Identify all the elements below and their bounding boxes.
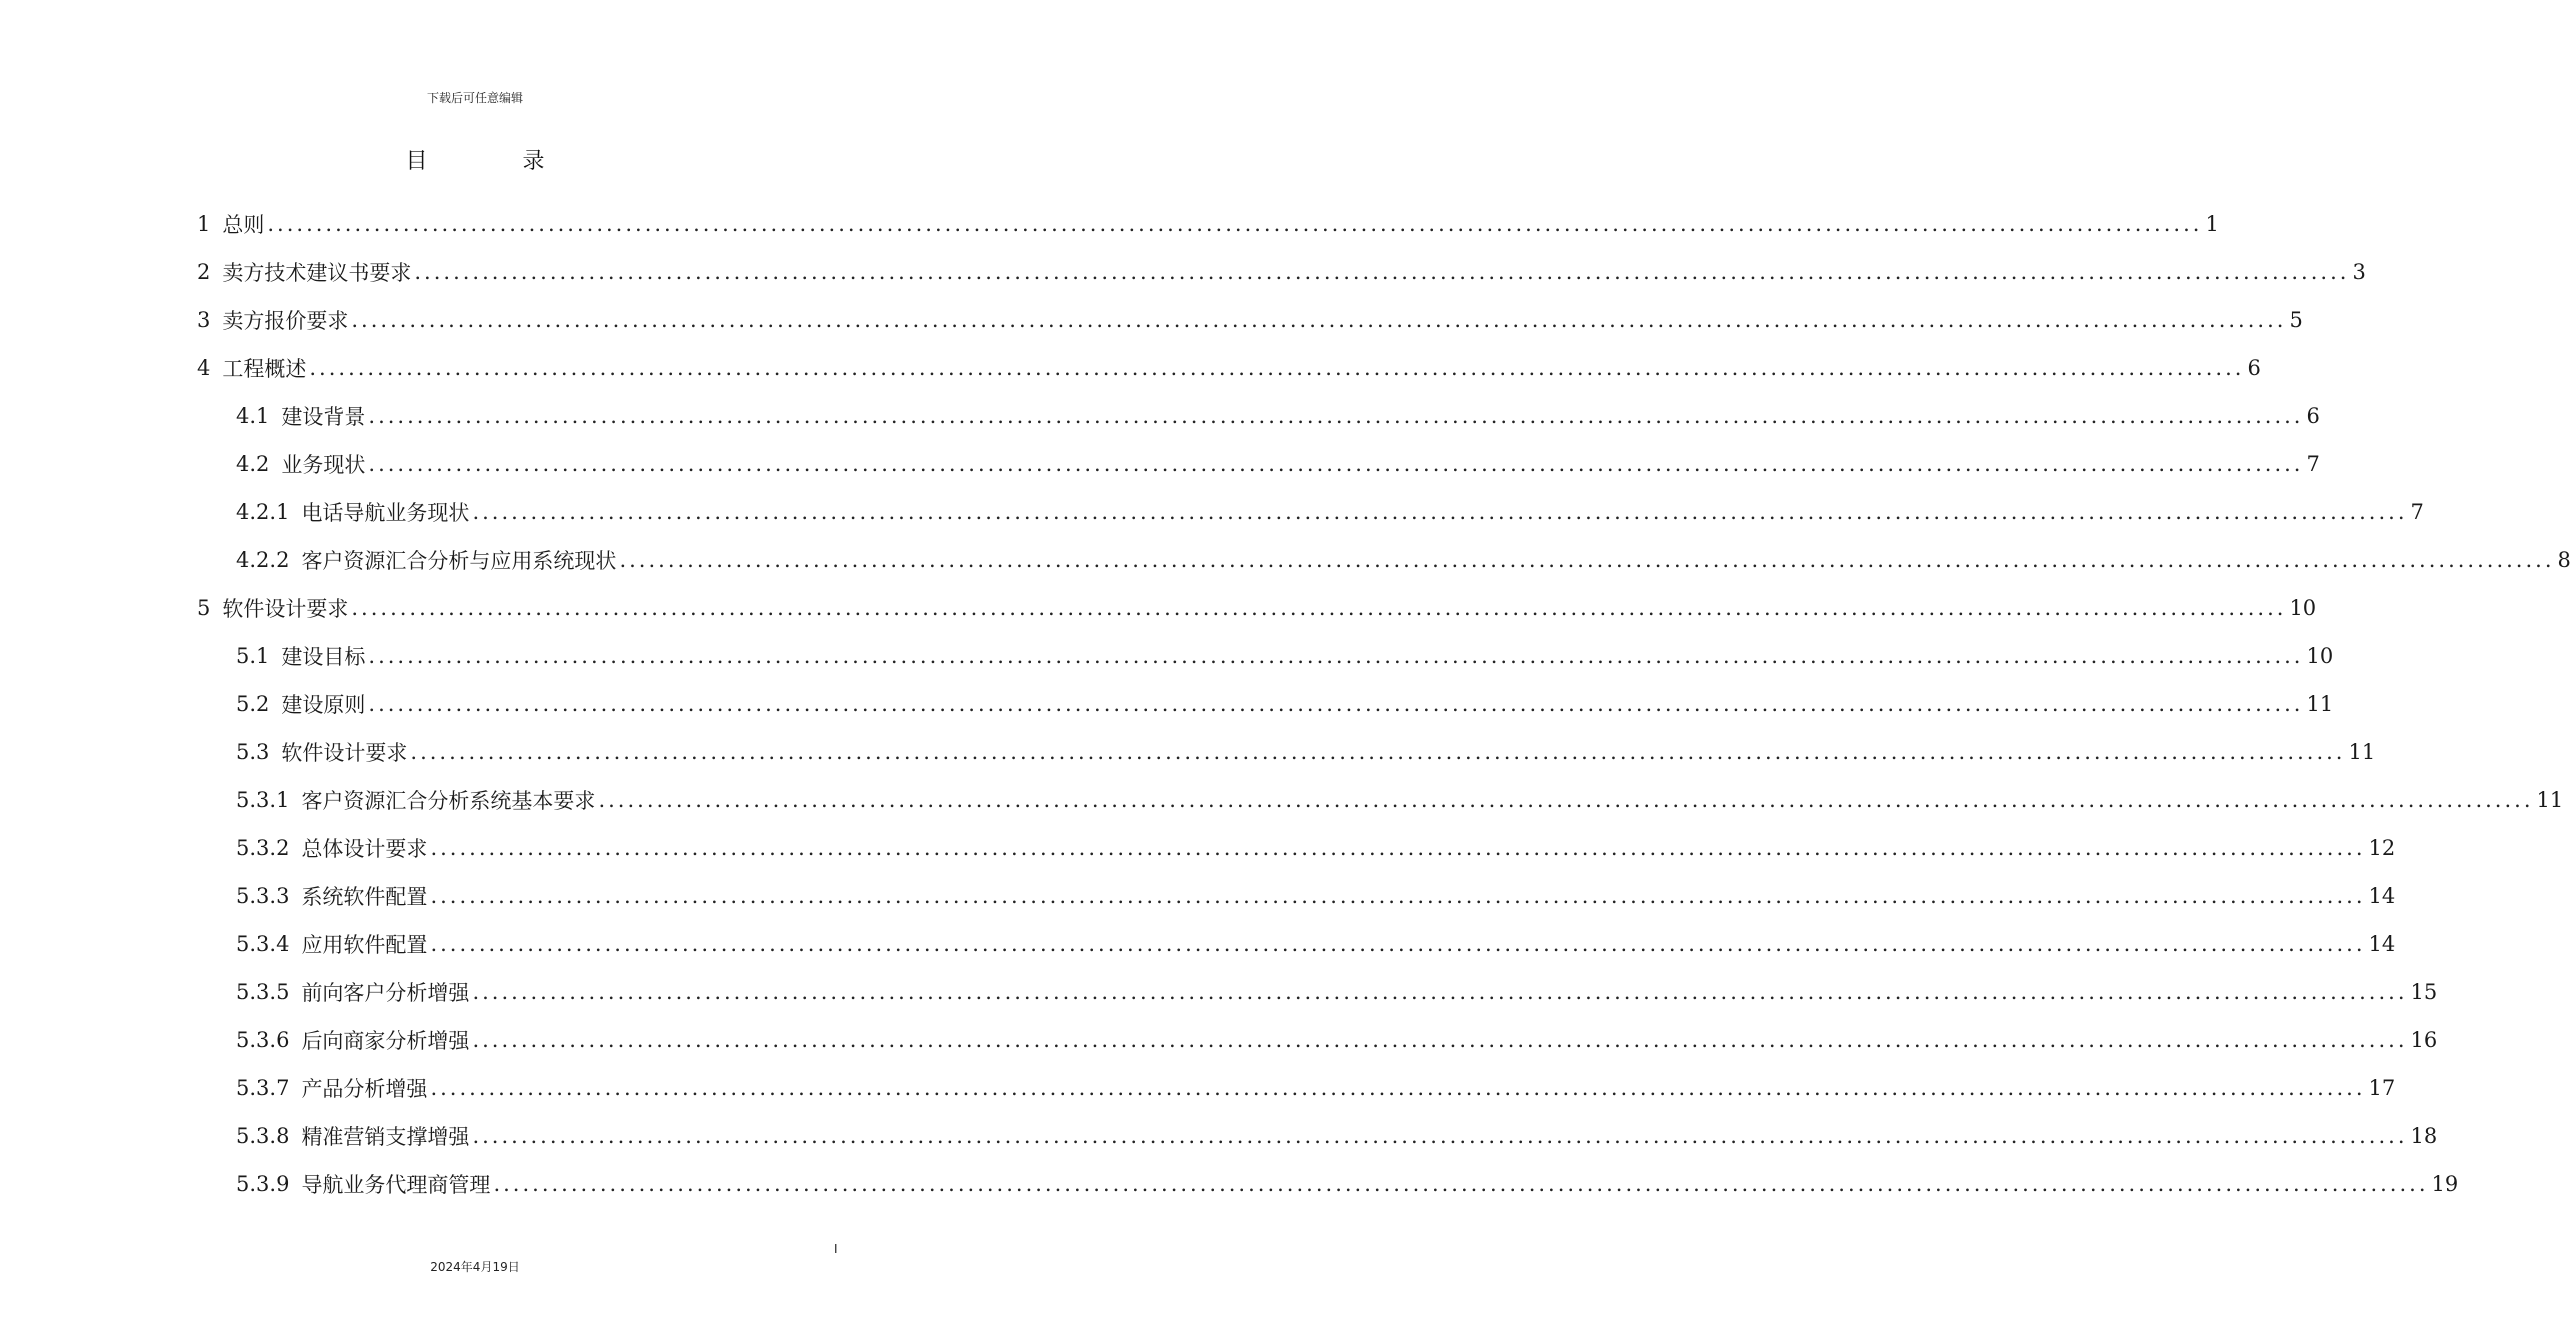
toc-entry-label: 工程概述 [222,357,307,381]
toc-entry-label: 总体设计要求 [301,837,428,861]
toc-leader-dots: ........................................................................................................................................................................................................ [368,404,2304,428]
toc-entry-page: 8 [2557,548,2571,572]
toc-entry-number: 5.3.4 [236,932,290,956]
toc-entry[interactable] [236,824,2396,872]
toc-entry-page: 11 [2306,692,2334,716]
page-marker: I [834,1242,838,1256]
toc-entry-label: 卖方技术建议书要求 [222,261,412,285]
toc-entry-label: 后向商家分析增强 [301,1029,470,1053]
toc-entry-number: 5.3.2 [236,836,290,860]
toc-leader-dots: ........................................................................................................................................................................................................ [309,356,2245,380]
toc-entry-page: 14 [2368,884,2396,908]
toc-entry-number: 4 [197,356,211,380]
toc-leader-dots: ........................................................................................................................................................................................................ [430,884,2366,908]
toc-entry-label: 软件设计要求 [222,597,349,621]
toc-entry-label: 建设目标 [281,645,366,669]
toc-entry-number: 5.3.9 [236,1172,290,1196]
toc-entry-number: 4.2 [236,452,270,476]
toc-entry-number: 1 [197,212,211,236]
toc-entry-page: 3 [2352,260,2366,284]
toc-entry[interactable] [197,200,2219,248]
toc-entry-number: 2 [197,260,211,284]
toc-entry-label: 前向客户分析增强 [301,981,470,1005]
toc-leader-dots: ........................................................................................................................................................................................................ [472,1028,2408,1052]
toc-entry-label: 系统软件配置 [301,885,428,909]
toc-leader-dots: ........................................................................................................................................................................................................ [368,452,2304,476]
toc-entry-page: 7 [2410,500,2424,524]
toc-entry-number: 5.3.6 [236,1028,290,1052]
toc-entry[interactable] [236,536,2571,584]
toc-entry-label: 总则 [222,213,265,237]
toc-entry-page: 11 [2348,740,2376,764]
toc-entry-label: 电话导航业务现状 [301,501,470,525]
toc-entry-page: 16 [2410,1028,2438,1052]
toc-leader-dots: ........................................................................................................................................................................................................ [267,212,2203,236]
toc-entry-number: 5.2 [236,692,270,716]
toc-entry-page: 5 [2289,308,2303,332]
toc-entry-label: 导航业务代理商管理 [301,1173,491,1197]
toc-entry-number: 5 [197,596,211,620]
toc-entry-number: 5.3.8 [236,1124,290,1148]
toc-leader-dots: ........................................................................................................................................................................................................ [619,548,2555,572]
toc-entry[interactable] [236,1112,2438,1160]
toc-entry[interactable] [236,776,2564,824]
toc-entry-number: 4.2.2 [236,548,290,572]
toc-entry-label: 建设背景 [281,405,366,429]
toc-entry-number: 5.3.5 [236,980,290,1004]
toc-entry[interactable] [197,296,2303,344]
toc-entry[interactable] [236,872,2396,920]
toc-entry-label: 客户资源汇合分析系统基本要求 [301,789,596,813]
toc-entry-label: 精准营销支撑增强 [301,1125,470,1149]
toc-entry-number: 5.3 [236,740,270,764]
toc-entry-number: 5.1 [236,644,270,668]
toc-entry[interactable] [197,584,2317,632]
toc-leader-dots: ........................................................................................................................................................................................................ [414,260,2350,284]
toc-leader-dots: ........................................................................................................................................................................................................ [351,596,2287,620]
toc-leader-dots: ........................................................................................................................................................................................................ [472,1124,2408,1148]
toc-entry[interactable] [236,488,2424,536]
toc-entry-number: 4.1 [236,404,270,428]
toc-entry-page: 14 [2368,932,2396,956]
toc-leader-dots: ........................................................................................................................................................................................................ [368,692,2304,716]
toc-entry[interactable] [236,968,2438,1016]
toc-entry[interactable] [236,392,2320,440]
toc-leader-dots: ........................................................................................................................................................................................................ [598,788,2534,812]
toc-entry-page: 17 [2368,1076,2396,1100]
toc-entry[interactable] [236,920,2396,968]
toc-entry[interactable] [197,344,2261,392]
toc-entry-page: 10 [2306,644,2334,668]
toc-entry[interactable] [236,680,2334,728]
toc-entry-number: 5.3.7 [236,1076,290,1100]
toc-entry-page: 1 [2205,212,2219,236]
toc-entry-page: 12 [2368,836,2396,860]
toc-entry-page: 19 [2431,1172,2459,1196]
toc-entry-label: 软件设计要求 [281,741,408,765]
toc-entry-label: 应用软件配置 [301,933,428,957]
toc-leader-dots: ........................................................................................................................................................................................................ [472,500,2408,524]
toc-entry[interactable] [236,440,2320,488]
toc-entry[interactable] [197,248,2366,296]
toc-leader-dots: ........................................................................................................................................................................................................ [430,1076,2366,1100]
toc-entry-page: 10 [2289,596,2317,620]
toc-entry-page: 18 [2410,1124,2438,1148]
toc-entry-number: 3 [197,308,211,332]
toc-leader-dots: ........................................................................................................................................................................................................ [410,740,2346,764]
toc-leader-dots: ........................................................................................................................................................................................................ [351,308,2287,332]
toc-leader-dots: ........................................................................................................................................................................................................ [493,1172,2429,1196]
toc-entry-page: 11 [2536,788,2564,812]
toc-entry-label: 建设原则 [281,693,366,717]
toc-entry-label: 业务现状 [281,453,366,477]
toc-entry-label: 客户资源汇合分析与应用系统现状 [301,549,617,573]
toc-entry-number: 5.3.3 [236,884,290,908]
toc-entry-label: 卖方报价要求 [222,309,349,333]
toc-leader-dots: ........................................................................................................................................................................................................ [430,932,2366,956]
toc-title: 目 录 [405,149,589,174]
toc-entry[interactable] [236,1016,2438,1064]
toc-entry-label: 产品分析增强 [301,1077,428,1101]
toc-entry-number: 5.3.1 [236,788,290,812]
toc-entry-number: 4.2.1 [236,500,290,524]
footer-date: 2024年4月19日 [430,1260,520,1274]
toc-entry[interactable] [236,632,2334,680]
toc-entry[interactable] [236,1160,2459,1208]
toc-entry[interactable] [236,728,2376,776]
toc-leader-dots: ........................................................................................................................................................................................................ [430,836,2366,860]
toc-entry-page: 6 [2247,356,2261,380]
toc-leader-dots: ........................................................................................................................................................................................................ [368,644,2304,668]
toc-entry-page: 15 [2410,980,2438,1004]
toc-leader-dots: ........................................................................................................................................................................................................ [472,980,2408,1004]
toc-entry-page: 6 [2306,404,2320,428]
header-note: 下载后可任意编辑 [426,91,523,105]
toc-entry-page: 7 [2306,452,2320,476]
toc-entry[interactable] [236,1064,2396,1112]
